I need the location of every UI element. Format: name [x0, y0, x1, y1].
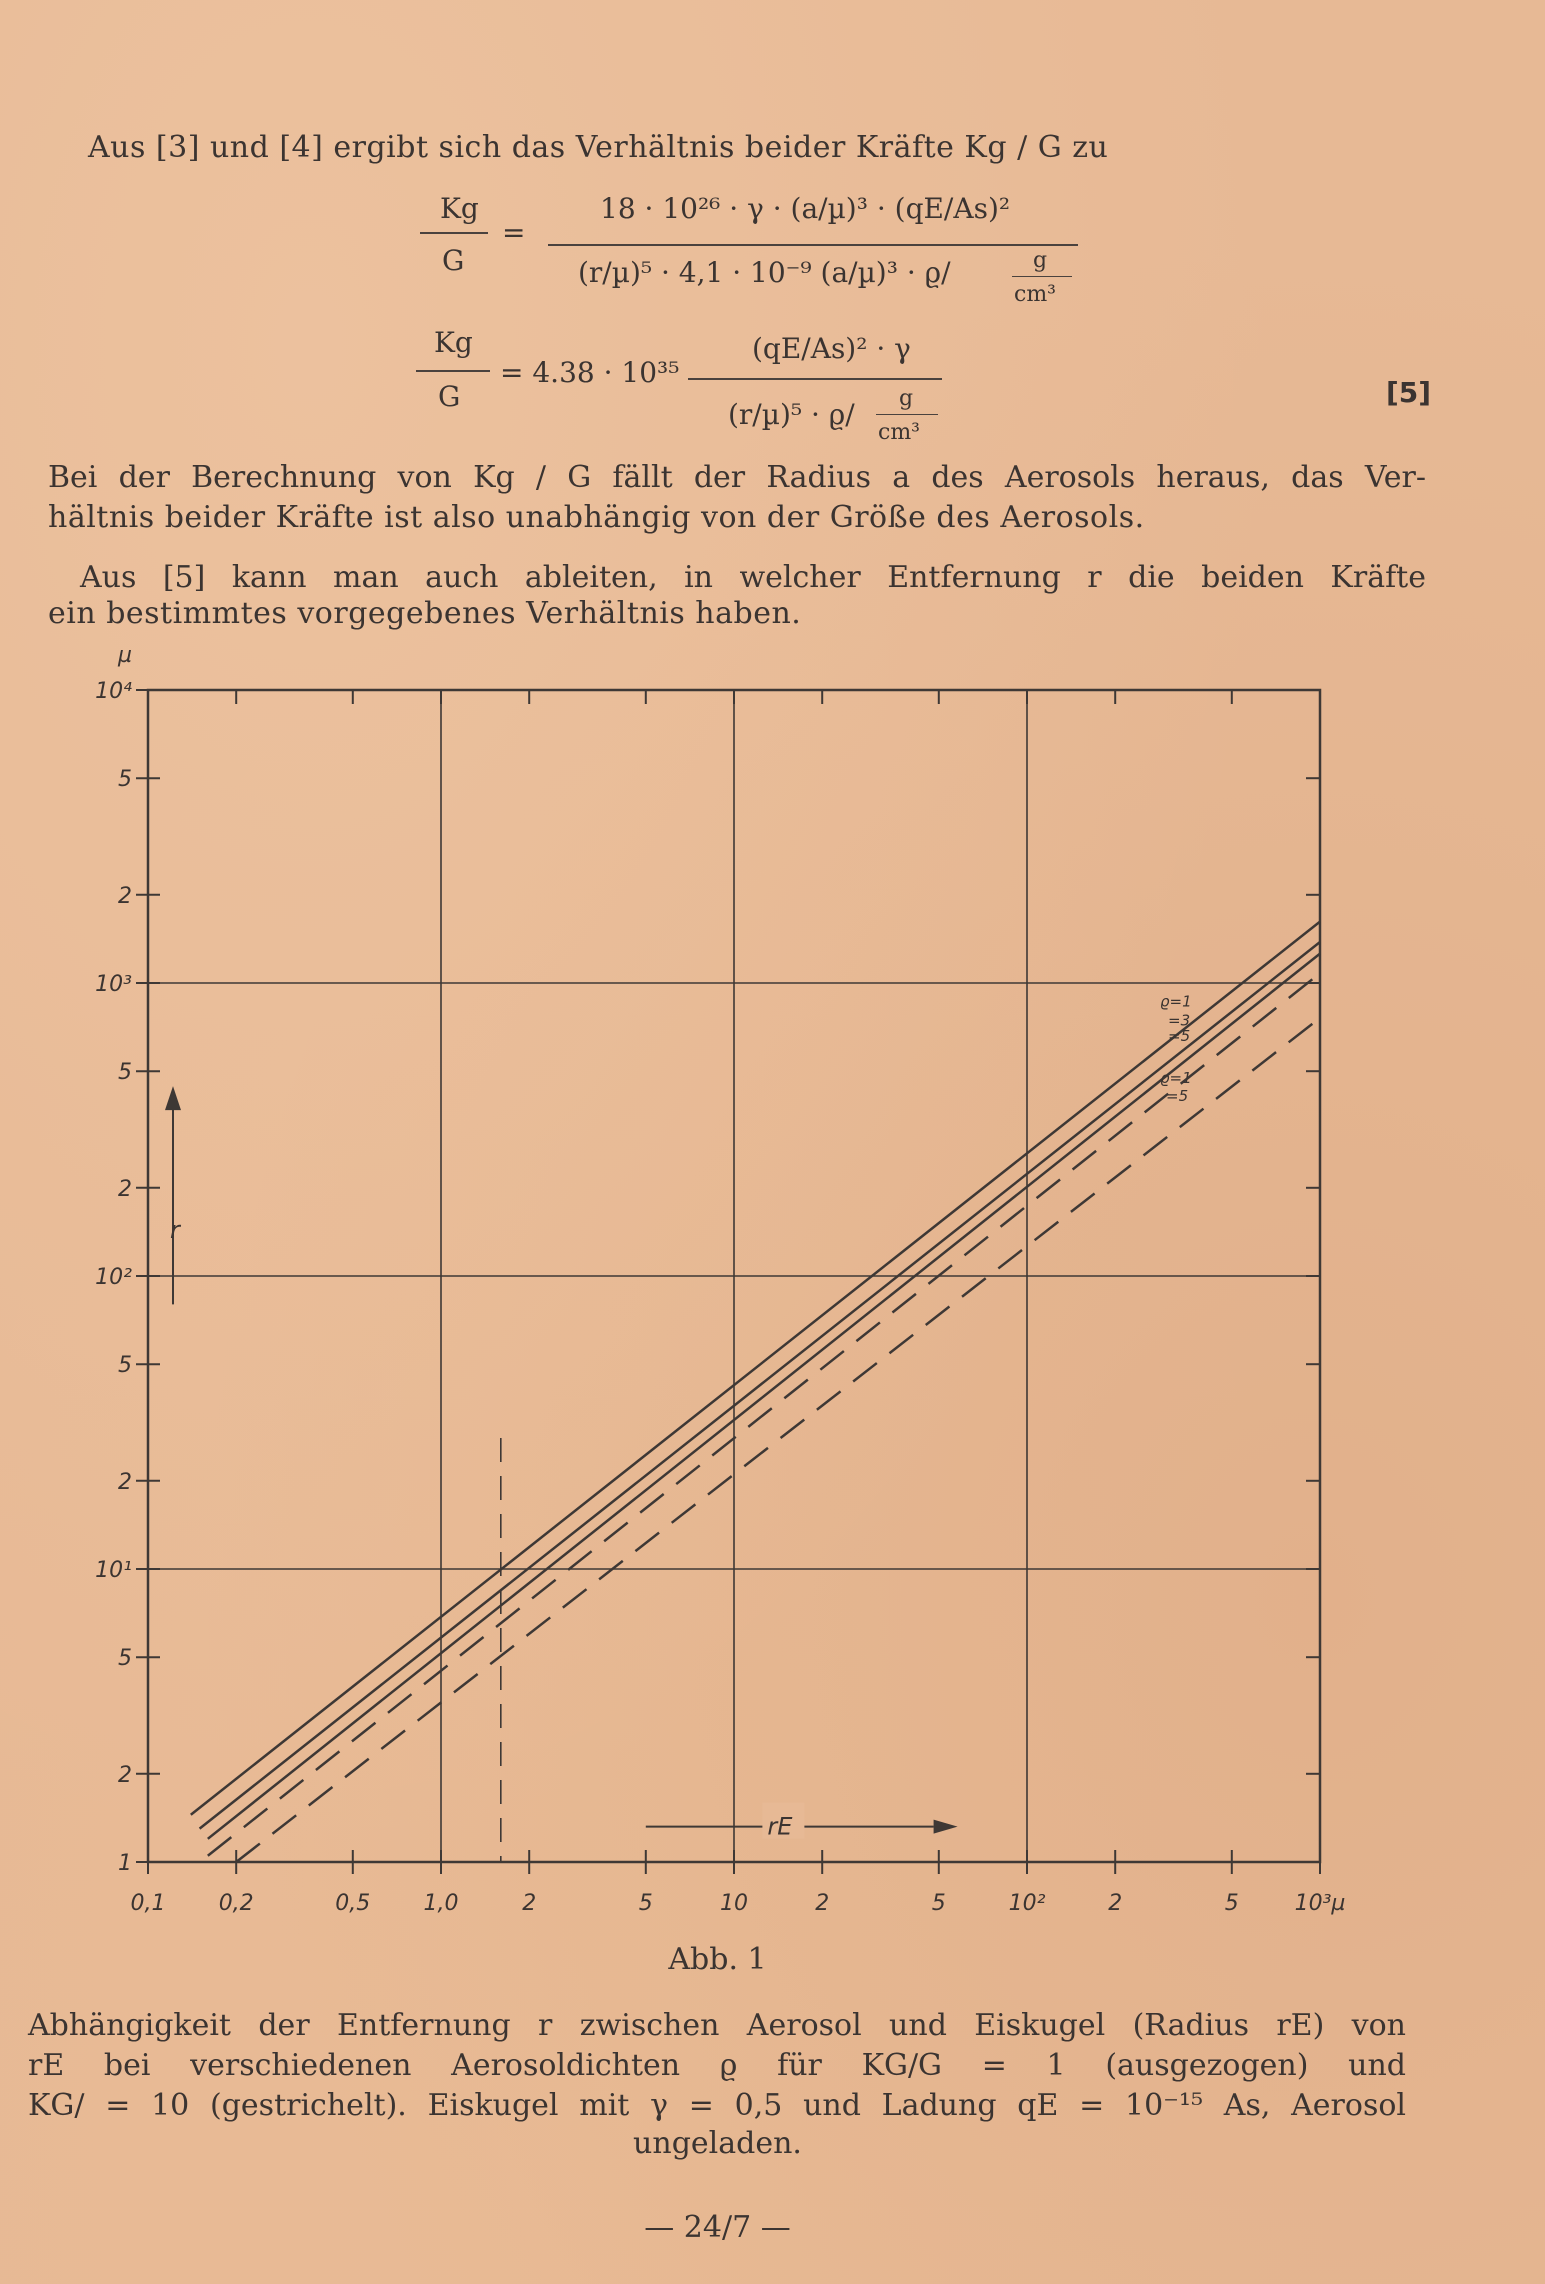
- formula2-rhs-line: [688, 378, 942, 380]
- series-line-3: [208, 973, 1320, 1856]
- formula1-lhs-den: G: [442, 244, 465, 277]
- x-tick-label-6: 10: [720, 1891, 748, 1916]
- x-tick-label-2: 0,5: [335, 1891, 371, 1916]
- dashed-series-label-0: ϱ=1: [1160, 1069, 1192, 1088]
- formula2-unit-den: cm³: [878, 420, 921, 445]
- x-tick-label-0: 0,1: [130, 1891, 166, 1916]
- formula1-unit-num: g: [1033, 248, 1048, 273]
- formula1-lhs-line: [420, 232, 488, 234]
- x-tick-label-5: 5: [638, 1891, 653, 1916]
- log-log-chart: [0, 640, 1545, 2000]
- chart-labels: [95, 643, 1345, 1916]
- solid-series-label-1: =3: [1168, 1011, 1191, 1030]
- paragraph1-line1: Bei der Berechnung von Kg / G fällt der Radius a des Aerosols heraus, das Ver-: [48, 460, 1426, 495]
- formula2-rhs-den: (r/µ)⁵ · ϱ/: [728, 398, 855, 431]
- formula1-lhs-num: Kg: [440, 192, 479, 225]
- x-tick-label-3: 1,0: [423, 1891, 459, 1916]
- formula2-lhs-den: G: [438, 380, 461, 413]
- x-tick-label-11: 5: [1224, 1891, 1239, 1916]
- x-tick-label-10: 2: [1108, 1891, 1123, 1916]
- y-tick-label-11: 5: [118, 767, 132, 793]
- series-line-4: [236, 1018, 1320, 1862]
- y-tick-label-7: 2: [118, 1176, 132, 1202]
- formula2-rhs-num: (qE/As)² · γ: [752, 332, 911, 365]
- y-tick-label-6: 10²: [95, 1265, 132, 1290]
- solid-series-label-2: =5: [1168, 1026, 1191, 1045]
- formula2-const: = 4.38 · 10³⁵: [500, 356, 680, 389]
- caption-line4: ungeladen.: [633, 2126, 802, 2161]
- x-tick-label-4: 2: [522, 1891, 537, 1916]
- formula2-lhs-line: [416, 370, 490, 372]
- chart-grid: [148, 690, 1320, 1862]
- formula2-lhs-num: Kg: [434, 326, 473, 359]
- caption-title: Abb. 1: [668, 1942, 767, 1977]
- formula1-rhs-den: (r/µ)⁵ · 4,1 · 10⁻⁹ (a/µ)³ · ϱ/: [578, 256, 951, 289]
- y-tick-label-9: 10³: [95, 972, 132, 997]
- y-tick-label-3: 10¹: [95, 1558, 132, 1583]
- x-tick-label-9: 10²: [1008, 1891, 1046, 1916]
- y-tick-label-10: 2: [118, 883, 132, 909]
- y-tick-label-8: 5: [118, 1060, 132, 1086]
- caption-line2: rE bei verschiedenen Aerosoldichten ϱ für KG/G = 1 (ausgezogen) und: [28, 2048, 1406, 2083]
- formula1-unit-den: cm³: [1014, 282, 1057, 307]
- formula1-eq: =: [502, 216, 526, 249]
- paragraph1-line2: hältnis beider Kräfte ist also unabhängig von der Größe des Aerosols.: [48, 500, 1145, 535]
- formula1-rhs-num: 18 · 10²⁶ · γ · (a/µ)³ · (qE/As)²: [600, 192, 1011, 225]
- series-line-1: [200, 942, 1320, 1829]
- solid-series-label-0: ϱ=1: [1160, 992, 1192, 1011]
- y-axis-unit-label: µ: [118, 643, 132, 668]
- x-tick-label-7: 2: [815, 1891, 830, 1916]
- equation-number: [5]: [1386, 376, 1432, 409]
- intro-text: Aus [3] und [4] ergibt sich das Verhältnis beider Kräfte Kg / G zu: [88, 130, 1109, 165]
- series-line-2: [208, 954, 1320, 1839]
- x-axis-arrow-head: [934, 1820, 958, 1834]
- formula2-unit-line: [876, 414, 938, 415]
- x-axis-label: rE: [767, 1812, 793, 1841]
- dashed-series-label-1: =5: [1166, 1087, 1189, 1106]
- y-tick-label-1: 2: [118, 1762, 132, 1788]
- series-line-0: [191, 922, 1320, 1815]
- y-tick-label-4: 2: [118, 1469, 132, 1495]
- x-tick-label-1: 0,2: [218, 1891, 254, 1916]
- formula1-unit-line: [1012, 276, 1072, 277]
- formula2-unit-num: g: [899, 386, 914, 411]
- chart-series: [191, 922, 1320, 1862]
- x-tick-label-8: 5: [931, 1891, 946, 1916]
- y-axis-arrow-head: [165, 1086, 181, 1110]
- y-tick-label-5: 5: [118, 1353, 132, 1379]
- chart-axes: [136, 690, 1320, 1874]
- y-tick-label-0: 1: [118, 1851, 132, 1876]
- y-axis-label: r: [170, 1215, 180, 1244]
- y-tick-label-12: 10⁴: [95, 679, 132, 704]
- formula1-rhs-line: [548, 244, 1078, 246]
- paragraph2-line2: ein bestimmtes vorgegebenes Verhältnis haben.: [48, 596, 802, 631]
- paragraph2-line1: Aus [5] kann man auch ableiten, in welcher Entfernung r die beiden Kräfte: [80, 560, 1426, 595]
- page-number: — 24/7 —: [644, 2210, 791, 2245]
- caption-line3: KG/ = 10 (gestrichelt). Eiskugel mit γ = 0,5 und Ladung qE = 10⁻¹⁵ As, Aerosol: [28, 2088, 1406, 2123]
- y-tick-label-2: 5: [118, 1646, 132, 1672]
- caption-line1: Abhängigkeit der Entfernung r zwischen Aerosol und Eiskugel (Radius rE) von: [28, 2008, 1406, 2043]
- x-tick-label-12: 10³µ: [1294, 1891, 1346, 1916]
